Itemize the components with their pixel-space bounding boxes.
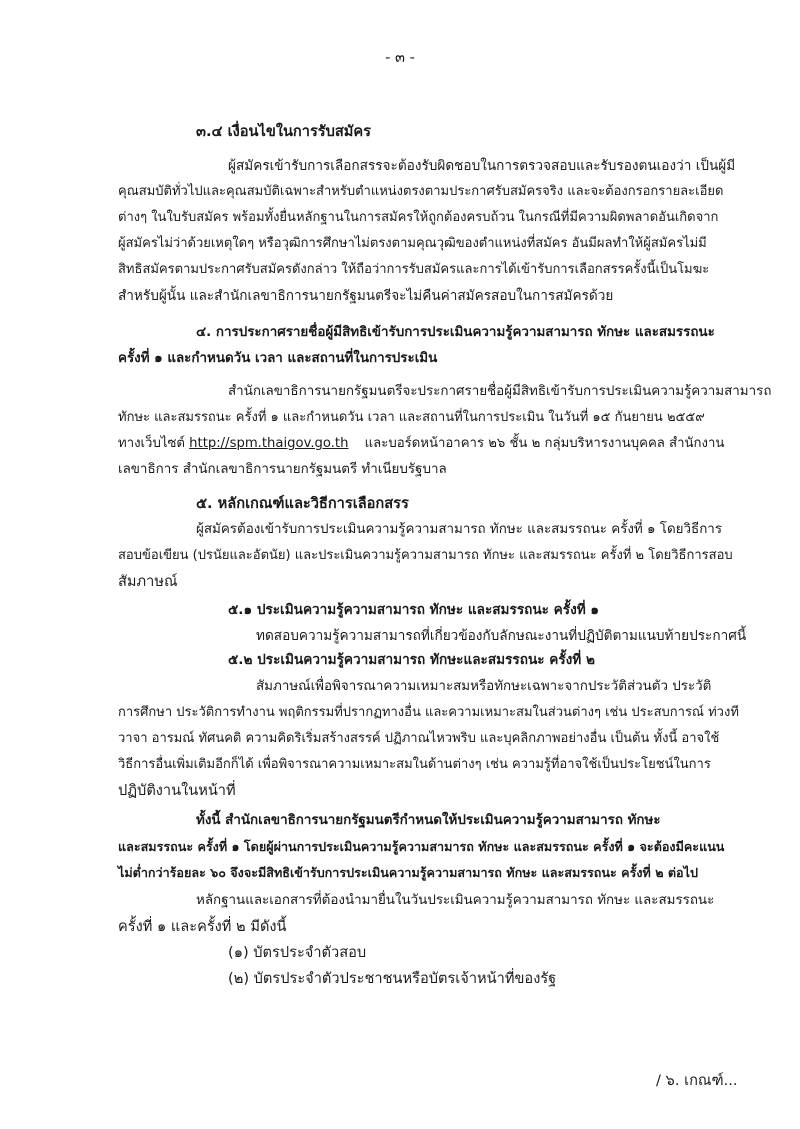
section-4-heading-2: ครั้งที่ ๑ และกำหนดวัน เวลา และสถานที่ในการประเมิน [118,351,438,366]
section-5-2-line-1: สัมภาษณ์เพื่อพิจารณาความเหมาะสมหรือทักษะเฉพาะจากประวัติส่วนตัว ประวัติ [256,679,712,694]
section-3-4-heading: ๓.๔ เงื่อนไขในการรับสมัคร [196,123,372,140]
section-5-heading: ๕. หลักเกณฑ์และวิธีการเลือกสรร [196,495,409,512]
section-4-line-4: เลขาธิการ สำนักเลขาธิการนายกรัฐมนตรี ทำเนียบรัฐบาล [118,462,447,477]
section-5-2-line-4: วิธีการอื่นเพิ่มเติมอีกก็ได้ เพื่อพิจารณาความเหมาะสมในด้านต่างๆ เช่น ความรู้ที่อาจใช้เป็นประโยชน์ในการ [118,757,711,772]
page-continuation: / ๖. เกณฑ์... [656,1072,738,1089]
section-3-4-line-4: ผู้สมัครไม่ว่าด้วยเหตุใดๆ หรือวุฒิการศึกษาไม่ตรงตามคุณวุฒิของตำแหน่งที่สมัคร อันมีผลทำให้ผู้สมัครไม่มี [118,236,707,251]
section-4-line-3 [118,434,724,454]
website-link[interactable]: http://spm.thaigov.go.th [189,436,349,451]
section-4-heading-1: ๔. การประกาศรายชื่อผู้มีสิทธิเข้ารับการประเมินความรู้ความสามารถ ทักษะ และสมรรถนะ [196,325,715,340]
section-5-2-line-5: ปฏิบัติงานในหน้าที่ [118,782,236,799]
section-3-4-line-6: สำหรับผู้นั้น และสำนักเลขาธิการนายกรัฐมนตรีจะไม่คืนค่าสมัครสอบในการสมัครด้วย [118,288,614,304]
doc-item-1: (๑) บัตรประจำตัวสอบ [228,944,367,961]
section-4-line-1: สำนักเลขาธิการนายกรัฐมนตรีจะประกาศรายชื่อผู้มีสิทธิเข้ารับการประเมินความรู้ความสามารถ [228,384,772,399]
section-5-2-line-2: การศึกษา ประวัติการทำงาน พฤติกรรมที่ปรากฏทางอื่น และความเหมาะสมในส่วนต่างๆ เช่น ประสบการณ์ ท่วงที [118,705,739,720]
section-5-intro-2: สอบข้อเขียน (ปรนัยและอัตนัย) และประเมินความรู้ความสามารถ ทักษะ และสมรรถนะ ครั้งที่ ๒ โดยวิธีการสอบ [118,548,733,563]
section-3-4-line-1: ผู้สมัครเข้ารับการเลือกสรรจะต้องรับผิดชอบในการตรวจสอบและรับรองตนเองว่า เป็นผู้มี [228,158,736,174]
section-3-4-line-3: ต่างๆ ในใบรับสมัคร พร้อมทั้งยื่นหลักฐานในการสมัครให้ถูกต้องครบถ้วน ในกรณีที่มีความผิดพลาดอันเกิดจาก [118,210,719,225]
section-5-intro-1: ผู้สมัครต้องเข้ารับการประเมินความรู้ความสามารถ ทักษะ และสมรรถนะ ครั้งที่ ๑ โดยวิธีการ [196,522,723,537]
section-5-1-heading: ๕.๑ ประเมินความรู้ความสามารถ ทักษะ และสมรรถนะ ครั้งที่ ๑ [228,602,600,618]
website-label: ทางเว็บไซต์ [118,436,185,451]
docs-line-1: หลักฐานและเอกสารที่ต้องนำมายื่นในวันประเมินความรู้ความสามารถ ทักษะ และสมรรถนะ [196,893,715,908]
section-5-intro-3: สัมภาษณ์ [118,573,178,590]
note-line-3: ไม่ต่ำกว่าร้อยละ ๖๐ จึงจะมีสิทธิเข้ารับการประเมินความรู้ความสามารถ ทักษะ และสมรรถนะ ครั้งที่ ๒ ต่อไป [118,865,698,880]
section-3-4-line-2: คุณสมบัติทั่วไปและคุณสมบัติเฉพาะสำหรับตำแหน่งตรงตามประกาศรับสมัครจริง และจะต้องกรอกรายละเอียด [118,184,724,199]
section-5-2-line-3: วาจา อารมณ์ ทัศนคติ ความคิดริเริ่มสร้างสรรค์ ปฏิภาณไหวพริบ และบุคลิกภาพอย่างอื่น เป็นต้น ทั้งนี้ อาจใช้ [118,731,720,746]
section-5-2-heading: ๕.๒ ประเมินความรู้ความสามารถ ทักษะและสมรรถนะ ครั้งที่ ๒ [228,652,595,668]
section-3-4-line-5: สิทธิสมัครตามประกาศรับสมัครดังกล่าว ให้ถือว่าการรับสมัครและการได้เข้ารับการเลือกสรรครั้งนี้เป็นโมฆะ [118,262,710,277]
page-number: - ๓ - [385,49,415,66]
section-5-1-text: ทดสอบความรู้ความสามารถที่เกี่ยวข้องกับลักษณะงานที่ปฏิบัติตามแนบท้ายประกาศนี้ [256,628,747,644]
note-line-1: ทั้งนี้ สำนักเลขาธิการนายกรัฐมนตรีกำหนดให้ประเมินความรู้ความสามารถ ทักษะ [196,813,661,828]
note-line-2: และสมรรถนะ ครั้งที่ ๑ โดยผู้ผ่านการประเมินความรู้ความสามารถ ทักษะ และสมรรถนะ ครั้งที่ ๑ จะต้องมีคะแนน [118,839,725,854]
doc-item-2: (๒) บัตรประจำตัวประชาชนหรือบัตรเจ้าหน้าที่ของรัฐ [228,970,557,987]
line-3-suffix: และบอร์ดหน้าอาคาร ๒๖ ชั้น ๒ กลุ่มบริหารงานบุคคล สำนักงาน [364,436,725,451]
section-4-line-2: ทักษะ และสมรรถนะ ครั้งที่ ๑ และกำหนดวัน เวลา และสถานที่ในการประเมิน ในวันที่ ๑๕ กันยายน ๒๕๕๙ [118,410,705,425]
docs-line-2: ครั้งที่ ๑ และครั้งที่ ๒ มีดังนี้ [118,918,287,935]
